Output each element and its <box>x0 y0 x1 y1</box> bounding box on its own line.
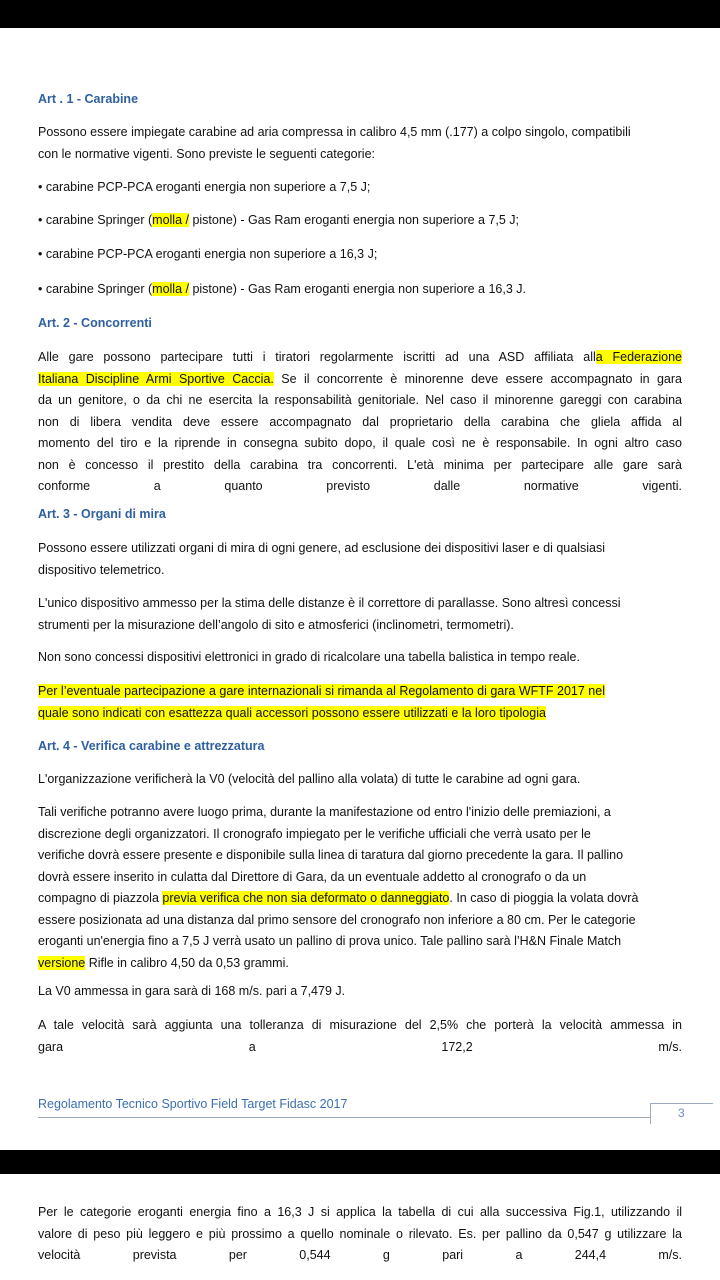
highlighted-text: molla / <box>152 282 189 296</box>
highlighted-text: versione <box>38 955 86 970</box>
art3-para-2 <box>38 593 682 636</box>
art4-para-3 <box>38 981 682 1003</box>
highlighted-text: a Federazione <box>595 350 682 364</box>
text-line: momento del tiro e la riprende in consegna subito dopo, il quale così ne è responsabile. In ogni altro caso <box>38 436 682 450</box>
art2-heading: Art. 2 - Concorrenti <box>38 316 152 330</box>
page4-para-1 <box>38 1202 682 1267</box>
text-run: . In caso di pioggia la volata dovrà <box>449 891 639 905</box>
text-line: non è concesso il prestito della carabina tra concorrenti. L'età minima per partecipare alle gare sarà <box>38 457 682 472</box>
art4-heading: Art. 4 - Verifica carabine e attrezzatura <box>38 739 265 753</box>
viewer-top-bar <box>0 0 720 28</box>
text-line: A tale velocità sarà aggiunta una tolleranza di misurazione del 2,5% che porterà la velocità ammessa in <box>38 1018 682 1032</box>
art4-para-2 <box>38 802 682 974</box>
text-run: Alle gare possono partecipare tutti i tiratori regolarmente iscritti ad una ASD affiliata all <box>38 350 596 364</box>
art3-heading: Art. 3 - Organi di mira <box>38 507 166 521</box>
text-line: dispositivo telemetrico. <box>38 562 165 577</box>
highlighted-text: molla / <box>152 213 189 227</box>
art3-para-3 <box>38 647 682 669</box>
bullet-item: • carabine PCP-PCA eroganti energia non superiore a 16,3 J; <box>38 247 378 261</box>
text-line <box>38 888 682 910</box>
text-line: essere posizionata ad una distanza dal primo sensore del cronografo non inferiore a 80 cm. Per le categorie <box>38 912 636 927</box>
text-line: con le normative vigenti. Sono previste le seguenti categorie: <box>38 146 375 161</box>
text-line <box>38 369 682 391</box>
text-line <box>38 703 682 725</box>
art4-para-1 <box>38 769 682 791</box>
art2-body <box>38 347 682 498</box>
text-line: Possono essere utilizzati organi di mira di ogni genere, ad esclusione dei dispositivi laser e di qualsiasi <box>38 541 605 555</box>
bullet-text: pistone) - Gas Ram eroganti energia non superiore a 16,3 J. <box>188 282 526 296</box>
text-run: compagno di piazzola <box>38 891 163 905</box>
art3-para-4 <box>38 681 682 724</box>
text-line: da un genitore, o da chi ne esercita la responsabilità genitoriale. Nel caso il minorenne gareggi con carabina <box>38 393 682 407</box>
art3-para-1 <box>38 538 682 581</box>
text-line: valore di peso più leggero e più prossimo a quello nominale o rilevato. Es. per pallino da 0,547 g utilizzare la <box>38 1226 682 1241</box>
page-number: 3 <box>678 1106 685 1120</box>
text-line: Non sono concessi dispositivi elettronici in grado di ricalcolare una tabella balistica in tempo reale. <box>38 650 580 664</box>
text-line: strumenti per la misurazione dell’angolo di sito e atmosferici (inclinometri, termometri). <box>38 617 514 632</box>
text-line: velocità prevista per 0,544 g pari a 244,4 m/s. <box>38 1248 682 1262</box>
bullet-text: • carabine Springer ( <box>38 213 153 227</box>
text-line: dovrà essere inserito in culatta dal Direttore di Gara, da un eventuale addetto al cronografo o da un <box>38 869 587 884</box>
bullet-item: • carabine PCP-PCA eroganti energia non superiore a 7,5 J; <box>38 180 371 194</box>
bullet-item <box>38 282 526 296</box>
text-line <box>38 347 682 369</box>
text-line: L'unico dispositivo ammesso per la stima delle distanze è il correttore di parallasse. Sono altresì concessi <box>38 596 621 610</box>
text-line: conforme a quanto previsto dalle normative vigenti. <box>38 479 682 493</box>
text-line: L'organizzazione verificherà la V0 (velocità del pallino alla volata) di tutte le carabine ad ogni gara. <box>38 772 581 786</box>
footer-divider <box>38 1117 650 1118</box>
text-line <box>38 953 682 975</box>
page-separator <box>0 1150 720 1174</box>
art1-heading: Art . 1 - Carabine <box>38 92 139 106</box>
highlighted-text: previa verifica che non sia deformato o danneggiato <box>162 891 450 905</box>
bullet-text: • carabine Springer ( <box>38 282 153 296</box>
highlighted-text: Per l’eventuale partecipazione a gare internazionali si rimanda al Regolamento di gara WFTF 2017 nel <box>38 684 605 698</box>
text-line: Possono essere impiegate carabine ad aria compressa in calibro 4,5 mm (.177) a colpo singolo, compatibili <box>38 125 631 139</box>
text-line: non di libera vendita deve essere accompagnato dal proprietario della carabina che gliela affida al <box>38 414 682 429</box>
text-line: Tali verifiche potranno avere luogo prima, durante la manifestazione od entro l'inizio delle premiazioni, a <box>38 805 611 819</box>
art4-para-4 <box>38 1015 682 1058</box>
text-line: gara a 172,2 m/s. <box>38 1039 682 1054</box>
text-line: eroganti un'energia fino a 7,5 J verrà usato un pallino di prova unico. Tale pallino sarà l’H&N Finale Match <box>38 934 622 948</box>
highlighted-text: quale sono indicati con esattezza quali accessori possono essere utilizzati e la loro tipologia <box>38 705 546 720</box>
bullet-text: pistone) - Gas Ram eroganti energia non superiore a 7,5 J; <box>188 213 520 227</box>
art1-intro <box>38 122 682 165</box>
text-line: verifiche dovrà essere presente e disponibile sulla linea di taratura dal giorno precedente la gara. Il pallino <box>38 848 624 862</box>
page-footer: Regolamento Tecnico Sportivo Field Target Fidasc 2017 <box>38 1097 348 1111</box>
highlighted-text: Italiana Discipline Armi Sportive Caccia. <box>38 371 274 386</box>
text-run: Se il concorrente è minorenne deve essere accompagnato in gara <box>273 371 682 386</box>
text-line: La V0 ammessa in gara sarà di 168 m/s. pari a 7,479 J. <box>38 984 346 998</box>
text-line <box>38 681 682 703</box>
text-run: Rifle in calibro 4,50 da 0,53 grammi. <box>85 955 289 970</box>
text-line: discrezione degli organizzatori. Il cronografo impiegato per le verifiche ufficiali che verrà usato per le <box>38 826 591 841</box>
bullet-item <box>38 213 519 227</box>
text-line: Per le categorie eroganti energia fino a 16,3 J si applica la tabella di cui alla successiva Fig.1, utilizzando il <box>38 1205 682 1219</box>
